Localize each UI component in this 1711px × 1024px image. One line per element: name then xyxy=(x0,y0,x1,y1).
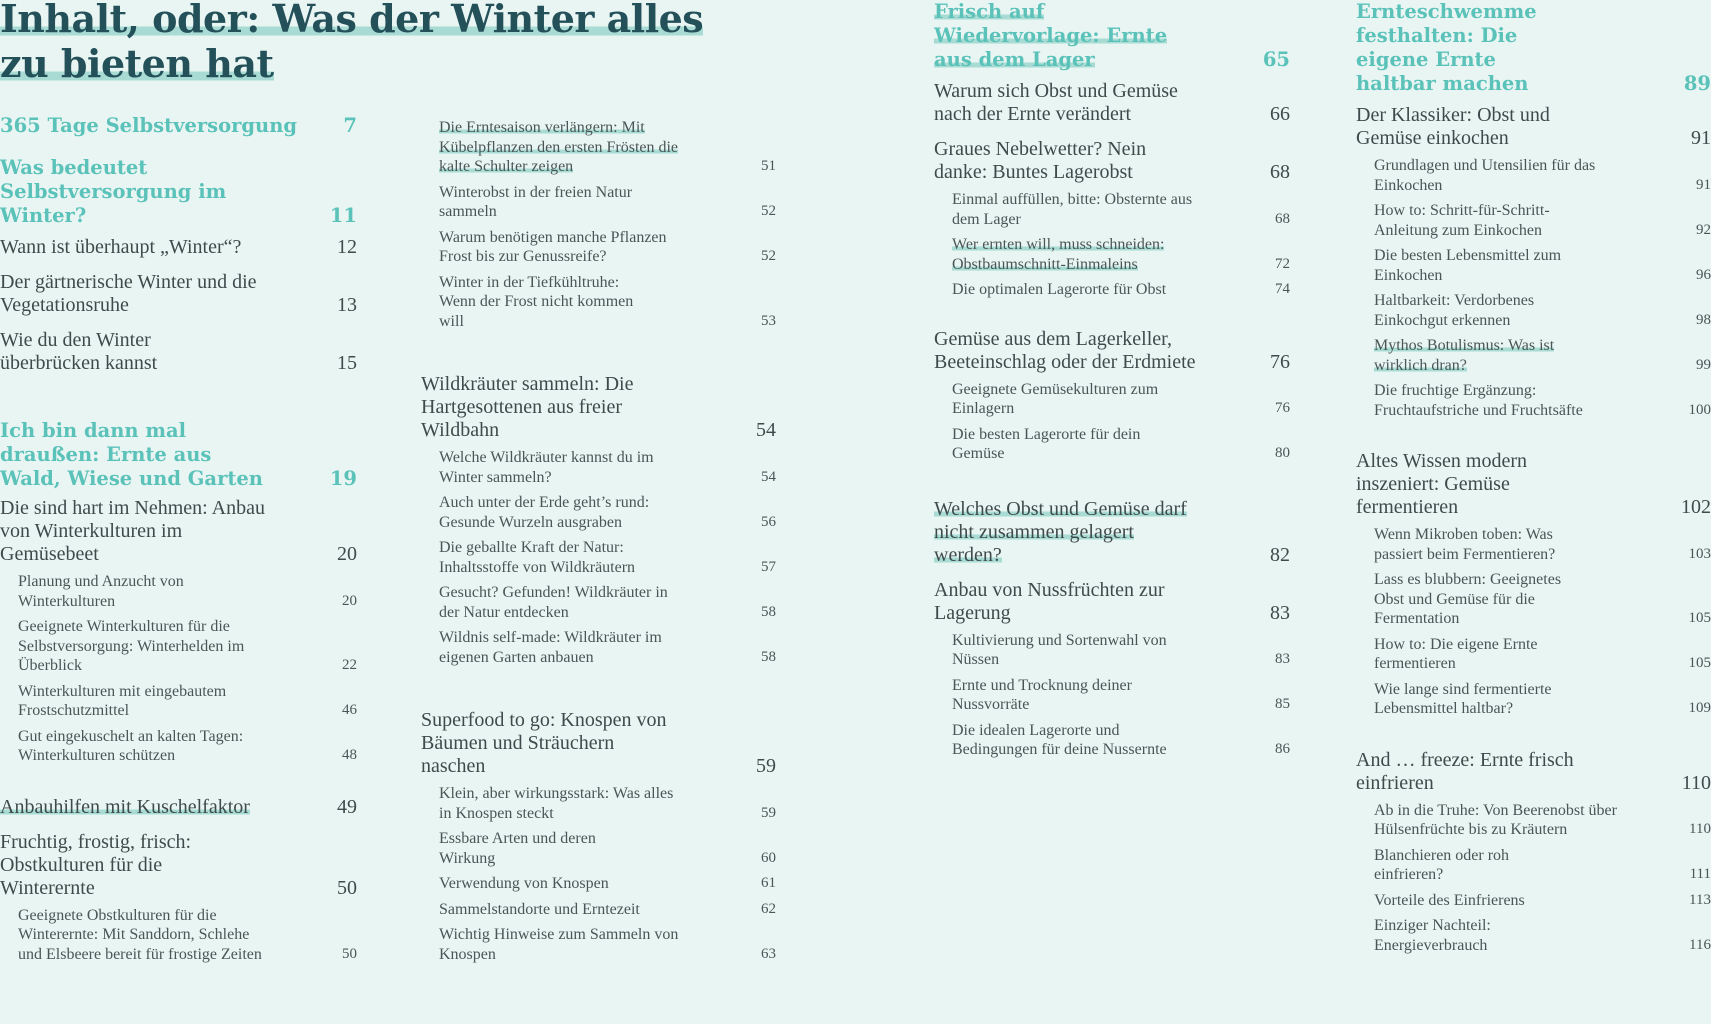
toc-page-number: 86 xyxy=(1275,741,1290,757)
toc-page-number: 109 xyxy=(1688,700,1711,716)
toc-entry-sub xyxy=(1356,570,1711,629)
toc-entry-title: Winterobst in der freien Natur sammeln xyxy=(439,183,633,220)
toc-entry-main xyxy=(0,271,357,317)
toc-entry-title: Ab in die Truhe: Von Beerenobst über Hülsenfrüchte bis zu Kräutern xyxy=(1374,801,1617,838)
toc-entry-title: Klein, aber wirkungsstark: Was alles in Knospen steckt xyxy=(439,785,674,822)
toc-entry-title: Einziger Nachteil: Energieverbrauch xyxy=(1374,917,1491,954)
toc-entry-sub xyxy=(421,829,776,868)
toc-page-number: 11 xyxy=(329,204,357,227)
toc-entry-title: Ich bin dann mal draußen: Ernte aus Wald, Wiese und Garten xyxy=(0,419,263,490)
toc-page-number: 110 xyxy=(1689,821,1711,837)
toc-entry-title: Graues Nebelwetter? Nein danke: Buntes Lagerobst xyxy=(934,138,1147,183)
toc-entry-sec xyxy=(1356,0,1711,96)
toc-entry-sub xyxy=(421,273,776,332)
toc-page-number: 12 xyxy=(337,236,357,258)
toc-page-number: 116 xyxy=(1689,936,1711,953)
toc-entry-sub xyxy=(421,493,776,532)
toc-entry-main xyxy=(0,329,357,375)
toc-page-number: 58 xyxy=(761,603,776,620)
toc-entry-title: Was bedeutet Selbstversorgung im Winter? xyxy=(0,156,227,227)
toc-entry-title xyxy=(934,0,1234,72)
toc-entry-sub xyxy=(421,900,776,920)
toc-entry-title xyxy=(0,796,357,819)
highlight-marker: Welches Obst und Gemüse darf nicht zusammen gelagert werden? xyxy=(934,497,1187,566)
toc-page-number: 50 xyxy=(337,876,357,899)
toc-page-number: 91 xyxy=(1696,176,1711,193)
toc-entry-sub xyxy=(421,628,776,667)
toc-entry-sub xyxy=(421,784,776,823)
toc-entry-title: Gemüse aus dem Lagerkeller, Beeteinschlag oder der Erdmiete xyxy=(934,327,1196,373)
highlight-marker: Wer ernten will, muss schneiden: Obstbaumschnitt-Einmaleins xyxy=(952,236,1165,273)
toc-entry-sub xyxy=(1356,680,1711,719)
toc-page-number: 20 xyxy=(342,592,357,609)
toc-entry-sec xyxy=(0,114,357,138)
toc-entry-title: Sammelstandorte und Erntezeit xyxy=(439,900,640,918)
toc-entry-title: Die besten Lagerorte für dein Gemüse xyxy=(952,425,1141,462)
toc-page-number: 102 xyxy=(1681,496,1711,518)
toc-entry-sub xyxy=(934,235,1290,274)
toc-entry-title: Warum sich Obst und Gemüse nach der Ernte verändert xyxy=(934,80,1178,125)
toc-entry-sub xyxy=(934,380,1290,419)
toc-entry-sub xyxy=(421,538,776,577)
toc-entry-title: Fruchtig, frostig, frisch: Obstkulturen für die Winterernte xyxy=(0,830,192,899)
highlight-marker: Die Erntesaison verlängern: Mit Kübelpflanzen den ersten Frösten die kalte Schulter zeigen xyxy=(439,119,679,175)
toc-page-number: 72 xyxy=(1275,255,1290,272)
toc-entry-title: Wie lange sind fermentierte Lebensmittel haltbar? xyxy=(1374,680,1552,717)
toc-page-number: 99 xyxy=(1696,356,1711,373)
toc-entry-sub xyxy=(1356,916,1711,955)
toc-page-number: 80 xyxy=(1275,445,1290,461)
toc-entry-title: Auch unter der Erde geht’s rund: Gesunde Wurzeln ausgraben xyxy=(439,494,650,531)
toc-page-number: 110 xyxy=(1681,771,1711,794)
highlight-marker: Frisch auf Wiedervorlage: Ernte aus dem Lager xyxy=(934,0,1168,71)
highlight-marker: Mythos Botulismus: Was ist wirklich dran? xyxy=(1374,337,1555,374)
toc-page-number: 113 xyxy=(1689,891,1711,908)
toc-page-number: 111 xyxy=(1689,866,1711,882)
toc-page-number: 83 xyxy=(1275,651,1290,667)
toc-page-number: 53 xyxy=(761,312,776,329)
toc-entry-sub xyxy=(1356,635,1711,674)
page-title xyxy=(0,0,704,86)
title-line-2: zu bieten hat xyxy=(0,41,274,86)
toc-entry-main xyxy=(0,497,357,566)
toc-entry-title: Wildkräuter sammeln: Die Hartgesottenen aus freier Wildbahn xyxy=(421,373,634,441)
toc-entry-title: Blanchieren oder roh einfrieren? xyxy=(1374,846,1510,883)
toc-entry-main xyxy=(0,236,357,259)
toc-entry-sub xyxy=(1356,201,1711,240)
toc-entry-title: Warum benötigen manche Pflanzen Frost bis zur Genussreife? xyxy=(439,228,667,265)
toc-page-number: 13 xyxy=(337,294,357,316)
toc-entry-title: How to: Die eigene Ernte fermentieren xyxy=(1374,635,1538,672)
toc-page-number: 83 xyxy=(1270,601,1290,624)
toc-entry-sub xyxy=(421,183,776,222)
toc-column-3 xyxy=(934,0,1290,760)
toc-entry-main xyxy=(421,709,776,778)
toc-entry-title: Die optimalen Lagerorte für Obst xyxy=(952,281,1167,298)
toc-entry-title: Planung und Anzucht von Winterkulturen xyxy=(18,573,184,610)
toc-page-number: 105 xyxy=(1688,655,1711,671)
toc-page-number: 51 xyxy=(761,158,776,174)
toc-entry-title: Die sind hart im Nehmen: Anbau von Winterkulturen im Gemüsebeet xyxy=(0,497,265,565)
toc-entry-title xyxy=(934,498,1244,567)
toc-entry-title xyxy=(1374,336,1669,375)
toc-entry-sub xyxy=(1356,801,1711,840)
toc-page-number: 63 xyxy=(761,945,776,962)
toc-page-number: 52 xyxy=(761,248,776,264)
toc-entry-title: Wildnis self-made: Wildkräuter im eigenen Garten anbauen xyxy=(439,629,662,666)
toc-entry-main xyxy=(1356,749,1711,795)
toc-entry-title: Gesucht? Gefunden! Wildkräuter in der Natur entdecken xyxy=(439,584,668,621)
toc-entry-title: Superfood to go: Knospen von Bäumen und Sträuchern naschen xyxy=(421,709,667,777)
toc-page-number: 66 xyxy=(1270,103,1290,125)
toc-entry-main xyxy=(0,796,357,819)
toc-page-number: 58 xyxy=(761,648,776,665)
toc-entry-sub xyxy=(934,190,1290,229)
toc-entry-sub xyxy=(1356,381,1711,420)
toc-entry-title: Die geballte Kraft der Natur: Inhaltsstoffe von Wildkräutern xyxy=(439,539,636,576)
toc-entry-sec xyxy=(934,0,1290,72)
toc-entry-title: Ernte und Trocknung deiner Nussvorräte xyxy=(952,676,1132,713)
toc-entry-main xyxy=(934,498,1290,567)
toc-page-number: 62 xyxy=(761,900,776,917)
toc-entry-sub xyxy=(421,448,776,487)
toc-entry-title: Geeignete Winterkulturen für die Selbstversorgung: Winterhelden im Überblick xyxy=(18,618,245,674)
toc-page-number: 61 xyxy=(761,875,776,891)
toc-entry-title: Die fruchtige Ergänzung: Fruchtaufstriche und Fruchtsäfte xyxy=(1374,382,1583,419)
toc-page-number: 56 xyxy=(761,513,776,530)
toc-entry-title xyxy=(952,235,1267,274)
toc-page-number: 54 xyxy=(761,468,776,485)
toc-entry-title: Vorteile des Einfrierens xyxy=(1374,891,1525,909)
toc-entry-title: Lass es blubbern: Geeignetes Obst und Gemüse für die Fermentation xyxy=(1374,571,1562,627)
toc-page-number: 20 xyxy=(337,543,357,565)
toc-page-number: 100 xyxy=(1688,401,1711,418)
toc-entry-sub xyxy=(0,727,357,766)
highlight-marker: Anbauhilfen mit Kuschelfaktor xyxy=(0,795,250,818)
toc-page-number: 105 xyxy=(1688,610,1711,626)
toc-entry-main xyxy=(421,373,776,442)
toc-page-number: 22 xyxy=(342,657,357,673)
toc-page-number: 76 xyxy=(1275,400,1290,416)
toc-entry-title: Anbau von Nussfrüchten zur Lagerung xyxy=(934,578,1165,624)
toc-entry-sub xyxy=(934,425,1290,464)
toc-entry-sub xyxy=(1356,246,1711,285)
toc-entry-title: Der gärtnerische Winter und die Vegetationsruhe xyxy=(0,271,257,316)
toc-entry-title: Einmal auffüllen, bitte: Obsternte aus dem Lager xyxy=(952,191,1193,228)
toc-page-number: 68 xyxy=(1275,210,1290,227)
toc-page-number: 50 xyxy=(342,945,357,962)
toc-entry-sub xyxy=(1356,846,1711,885)
toc-entry-sub xyxy=(934,631,1290,670)
toc-entry-sub xyxy=(934,280,1290,300)
toc-entry-title: Die besten Lebensmittel zum Einkochen xyxy=(1374,247,1562,284)
toc-entry-title: Altes Wissen modern inszeniert: Gemüse fermentieren xyxy=(1356,450,1528,518)
toc-page-number: 59 xyxy=(761,804,776,821)
toc-entry-title: And … freeze: Ernte frisch einfrieren xyxy=(1356,748,1574,794)
toc-entry-title: Wichtig Hinweise zum Sammeln von Knospen xyxy=(439,926,679,963)
toc-entry-title: Wie du den Winter überbrücken kannst xyxy=(0,329,158,374)
toc-entry-title: Ernteschwemme festhalten: Die eigene Ernte haltbar machen xyxy=(1356,0,1537,95)
toc-page-number: 91 xyxy=(1691,127,1711,149)
toc-column-2 xyxy=(421,118,776,964)
toc-entry-title: Welche Wildkräuter kannst du im Winter sammeln? xyxy=(439,449,654,486)
toc-page-number: 89 xyxy=(1683,72,1711,95)
toc-entry-main xyxy=(934,328,1290,374)
toc-entry-main xyxy=(934,80,1290,126)
toc-entry-sec xyxy=(0,156,357,228)
toc-entry-sub xyxy=(0,682,357,721)
toc-entry-title: How to: Schritt-für-Schritt-Anleitung zum Einkochen xyxy=(1374,202,1550,239)
toc-entry-sub xyxy=(0,906,357,965)
toc-page-number: 85 xyxy=(1275,696,1290,712)
toc-entry-title: Winter in der Tiefkühltruhe: Wenn der Frost nicht kommen will xyxy=(439,273,634,330)
toc-column-4 xyxy=(1356,0,1711,955)
toc-entry-sub xyxy=(1356,291,1711,330)
toc-entry-sub xyxy=(0,617,357,676)
toc-entry-sub xyxy=(934,721,1290,760)
toc-entry-title xyxy=(439,118,749,177)
toc-entry-title: Haltbarkeit: Verdorbenes Einkochgut erkennen xyxy=(1374,292,1535,329)
toc-page-number: 15 xyxy=(337,352,357,374)
toc-entry-main xyxy=(1356,104,1711,150)
toc-entry-title: Wann ist überhaupt „Winter“? xyxy=(0,236,242,258)
toc-entry-title: Geeignete Gemüsekulturen zum Einlagern xyxy=(952,380,1159,417)
toc-entry-title: Winterkulturen mit eingebautem Frostschutzmittel xyxy=(18,682,227,719)
toc-entry-title: Geeignete Obstkulturen für die Winterernte: Mit Sanddorn, Schlehe und Elsbeere bereit für frostige Zeiten xyxy=(18,906,262,963)
toc-entry-sub xyxy=(0,572,357,611)
toc-entry-title: Der Klassiker: Obst und Gemüse einkochen xyxy=(1356,104,1550,149)
toc-entry-sub xyxy=(1356,156,1711,195)
toc-entry-sub xyxy=(1356,525,1711,564)
toc-entry-title: Essbare Arten und deren Wirkung xyxy=(439,830,596,867)
toc-page-number: 59 xyxy=(756,755,776,777)
toc-entry-sub xyxy=(421,118,776,177)
toc-page-number: 57 xyxy=(761,558,776,575)
toc-entry-title: 365 Tage Selbstversorgung xyxy=(0,114,298,137)
toc-page-number: 74 xyxy=(1275,281,1290,297)
toc-entry-main xyxy=(0,831,357,900)
toc-entry-title: Gut eingekuschelt an kalten Tagen: Winterkulturen schützen xyxy=(18,727,244,764)
toc-page-number: 76 xyxy=(1270,350,1290,373)
toc-page-number: 103 xyxy=(1688,545,1711,562)
toc-entry-sub xyxy=(1356,336,1711,375)
toc-page-number: 48 xyxy=(342,747,357,763)
toc-entry-sub xyxy=(421,228,776,267)
toc-page-number: 60 xyxy=(761,849,776,866)
toc-entry-main xyxy=(1356,450,1711,519)
toc-entry-main xyxy=(934,138,1290,184)
toc-page-number: 92 xyxy=(1696,221,1711,238)
toc-page-number: 68 xyxy=(1270,161,1290,183)
toc-entry-sub xyxy=(421,925,776,964)
toc-entry-title: Grundlagen und Utensilien für das Einkochen xyxy=(1374,157,1596,194)
toc-entry-main xyxy=(934,579,1290,625)
toc-page-number: 54 xyxy=(756,419,776,441)
toc-entry-sub xyxy=(934,676,1290,715)
toc-column-1 xyxy=(0,114,357,964)
toc-page-number: 65 xyxy=(1262,48,1290,71)
toc-page-number: 82 xyxy=(1270,543,1290,566)
toc-page-number: 96 xyxy=(1696,266,1711,283)
toc-entry-title: Die idealen Lagerorte und Bedingungen für deine Nussernte xyxy=(952,721,1167,758)
toc-entry-sub xyxy=(421,583,776,622)
toc-entry-sub xyxy=(1356,891,1711,911)
toc-page-number: 19 xyxy=(329,467,357,490)
title-line-1: Inhalt, oder: Was der Winter alles xyxy=(0,0,703,41)
toc-entry-title: Verwendung von Knospen xyxy=(439,875,609,892)
toc-entry-sub xyxy=(421,874,776,894)
toc-entry-title: Kultivierung und Sortenwahl von Nüssen xyxy=(952,631,1167,668)
toc-page-number: 49 xyxy=(337,795,357,818)
toc-page-number: 98 xyxy=(1696,311,1711,328)
toc-entry-title: Wenn Mikroben toben: Was passiert beim Fermentieren? xyxy=(1374,526,1556,563)
toc-page-number: 46 xyxy=(342,702,357,718)
toc-page-number: 7 xyxy=(343,114,357,137)
toc-entry-sec xyxy=(0,419,357,491)
toc-page-number: 52 xyxy=(761,203,776,219)
